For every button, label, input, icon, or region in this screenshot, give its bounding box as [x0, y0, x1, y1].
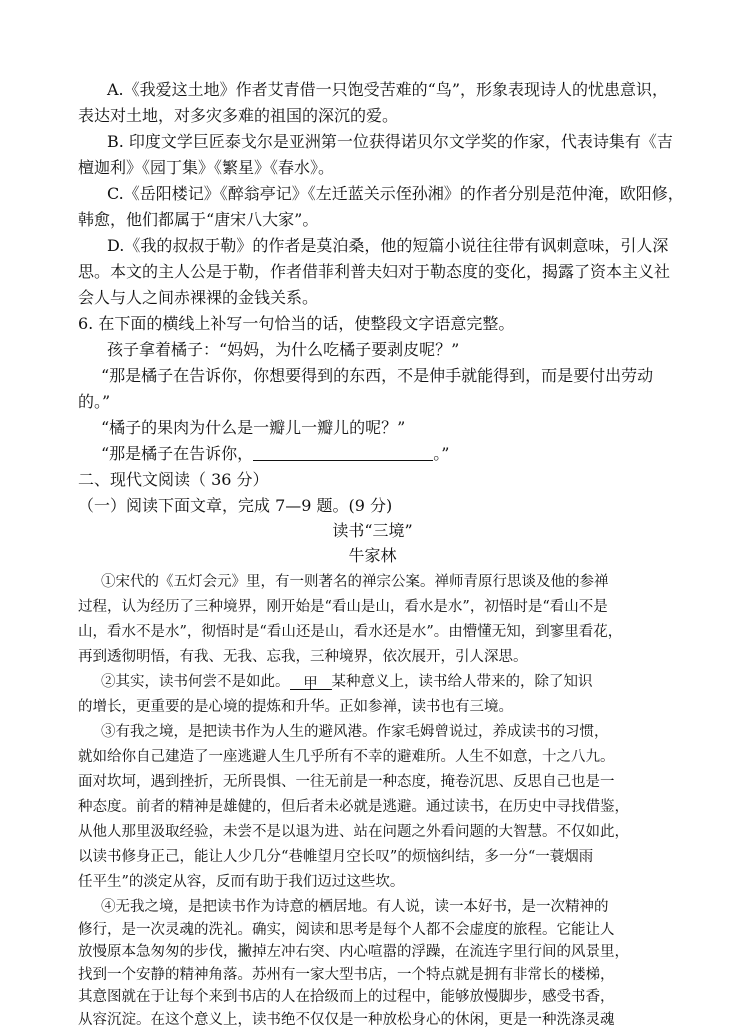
dialogue-line-4 — [101, 443, 449, 465]
para-4-line-5: 其意图就在于让每个来到书店的人在拾级而上的过程中，能够放慢脚步，感受书香， — [78, 989, 615, 1005]
para-3-line-3: 面对坎坷，遇到挫折，无所畏惧、一往无前是一种态度，掩卷沉思、反思自己也是一 — [78, 774, 615, 790]
option-c-line-1: C.《岳阳楼记》《醉翁亭记》《左迁蓝关示侄孙湘》的作者分别是范仲淹，欧阳修， — [107, 184, 684, 203]
dialogue-line-1: 孩子拿着橘子：“妈妈，为什么吃橘子要剥皮呢？” — [107, 340, 460, 359]
para-1-line-3: 山，看水不是水”，彻悟时是“看山还是山，看水还是水”。由懵懂无知，到寥里看花， — [78, 624, 623, 640]
para-2-line-1 — [101, 671, 593, 693]
article-author: 牛家林 — [348, 546, 397, 565]
option-b-line-2: 檀迦利》《园丁集》《繁星》《春水》。 — [78, 158, 335, 177]
section-2-subheading: （一）阅读下面文章，完成 7—9 题。(9 分) — [78, 496, 393, 515]
para-3-line-7: 任平生”的淡定从容，反而有助于我们迈过这些坎。 — [78, 874, 405, 890]
article-title: 读书“三境” — [332, 521, 413, 540]
para-2-text-a: ②其实，读书何尝不是如此。 — [101, 674, 290, 690]
para-1-line-2: 过程，认为经历了三种境界，刚开始是“看山是山，看水是水”，初悟时是“看山不是 — [78, 599, 608, 615]
option-d-line-3: 会人与人之间赤裸裸的金钱关系。 — [78, 288, 319, 307]
para-4-line-6: 从容沉淀。在这个意义上，读书绝不仅仅是一种放松身心的休闲，更是一种洗涤灵魂 — [78, 1011, 615, 1028]
para-3-line-4: 种态度。前者的精神是雄健的，但后者未必就是逃避。通过读书，在历史中寻找借鉴， — [78, 799, 629, 815]
para-1-line-4: 再到透彻明悟，有我、无我、忘我，三种境界，依次展开，引人深思。 — [78, 649, 528, 665]
option-c-line-2: 韩愈，他们都属于“唐宋八大家”。 — [78, 210, 319, 229]
para-2-line-2: 的增长，更重要的是心境的提炼和升华。正如参禅，读书也有三境。 — [78, 699, 513, 715]
option-a-line-2: 表达对土地，对多灾多难的祖国的深沉的爱。 — [78, 106, 399, 125]
para-4-line-4: 找到一个安静的精神角落。苏州有一家大型书店，一个特点就是拥有非常长的楼梯， — [78, 966, 615, 983]
para-3-line-1: ③有我之境，是把读书作为人生的避风港。作家毛姆曾说过，养成读书的习惯， — [101, 724, 609, 740]
para-1-line-1: ①宋代的《五灯会元》里，有一则著名的禅宗公案。禅师青原行思谈及他的参禅 — [101, 574, 609, 590]
dialogue-line-2b: 的。” — [78, 392, 111, 411]
option-d-line-2: 思。本文的主人公是于勒，作者借菲利普夫妇对于勒态度的变化，揭露了资本主义社 — [78, 262, 671, 281]
section-2-heading: 二、现代文阅读（ 36 分） — [78, 470, 269, 489]
para-3-line-6: 以读书修身正己，能让人少几分“巷帷望月空长叹”的烦恼纠结，多一分“一蓑烟雨 — [78, 849, 594, 865]
dialogue-line-3: “橘子的果肉为什么是一瓣儿一瓣儿的呢？” — [101, 418, 406, 437]
dialogue-line-4-suffix: 。” — [433, 444, 450, 463]
para-3-line-2: 就如给你自己建造了一座逃避人生几乎所有不幸的避难所。人生不如意，十之八九。 — [78, 749, 615, 765]
para-4-line-2: 修行，是一次灵魂的洗礼。确实，阅读和思考是每个人都不会虚度的旅程。它能让人 — [78, 921, 615, 938]
para-2-blank[interactable]: 甲 — [290, 673, 332, 690]
para-4-line-3: 放慢原本急匆匆的步伐，撇掉左冲右突、内心喧嚣的浮躁，在流连字里行间的风景里， — [78, 944, 629, 960]
option-b-line-1: B. 印度文学巨匠泰戈尔是亚洲第一位获得诺贝尔文学奖的作家，代表诗集有《吉 — [107, 132, 673, 151]
question-6-prompt: 6. 在下面的横线上补写一句恰当的话，使整段文字语意完整。 — [78, 314, 515, 333]
para-3-line-5: 从他人那里汲取经验，未尝不是以退为进、站在问题之外看问题的大智慧。不仅如此， — [78, 824, 629, 840]
para-4-line-1: ④无我之境，是把读书作为诗意的栖居地。有人说，读一本好书，是一次精神的 — [101, 899, 609, 915]
option-d-line-1: D.《我的叔叔于勒》的作者是莫泊桑，他的短篇小说往往带有讽刺意味，引人深 — [107, 236, 669, 255]
para-2-text-b: 某种意义上，读书给人带来的，除了知识 — [331, 674, 593, 690]
answer-blank[interactable] — [253, 444, 433, 461]
dialogue-line-2a: “那是橘子在告诉你，你想要得到的东西，不是伸手就能得到，而是要付出劳动 — [101, 366, 654, 385]
dialogue-line-4-prefix: “那是橘子在告诉你， — [101, 444, 254, 463]
option-a-line-1: A.《我爱这土地》作者艾青借一只饱受苦难的“鸟”，形象表现诗人的忧患意识， — [107, 80, 669, 99]
